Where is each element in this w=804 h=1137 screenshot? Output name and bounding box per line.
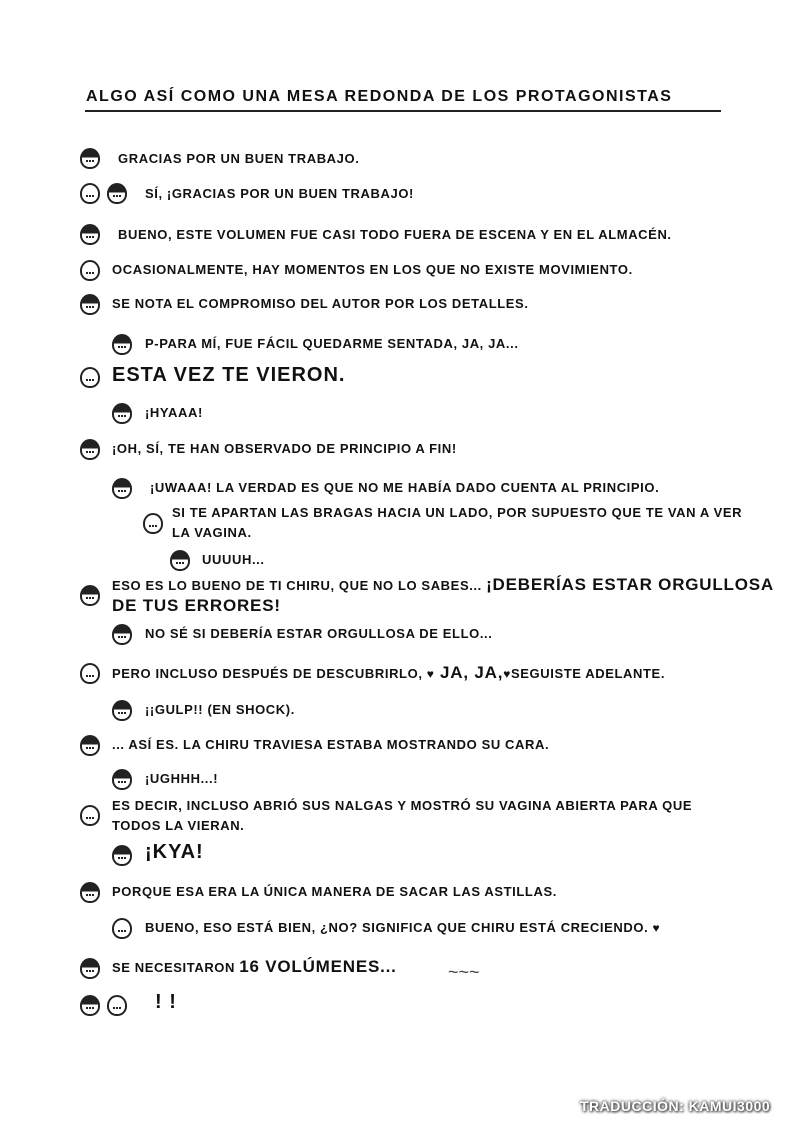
dialogue-line bbox=[145, 842, 204, 864]
dialogue-text: ES DECIR, INCLUSO ABRIÓ SUS NALGAS Y MOSTRÓ SU VAGINA ABIERTA PARA QUE bbox=[112, 798, 693, 813]
character-face-icon bbox=[80, 663, 100, 684]
dialogue-text: ¡UWAAA! LA VERDAD ES QUE NO ME HABÍA DADO CUENTA AL PRINCIPIO. bbox=[150, 480, 660, 495]
character-face-icon bbox=[112, 403, 132, 424]
character-face-icon bbox=[80, 995, 100, 1016]
dialogue-line bbox=[112, 957, 397, 978]
dialogue-text: LA VAGINA. bbox=[172, 525, 252, 540]
dialogue-text: SE NECESITARON bbox=[112, 960, 240, 975]
character-face-icon bbox=[80, 958, 100, 979]
dialogue-text: 16 VOLÚMENES... bbox=[239, 957, 397, 976]
character-face-icon bbox=[80, 224, 100, 245]
dialogue-line bbox=[155, 992, 177, 1014]
character-face-icon bbox=[80, 148, 100, 169]
character-face-icon bbox=[80, 882, 100, 903]
dialogue-line bbox=[112, 439, 457, 459]
dialogue-text: BUENO, ESO ESTÁ BIEN, ¿NO? SIGNIFICA QUE CHIRU ESTÁ CRECIENDO. bbox=[145, 920, 653, 935]
dialogue-line bbox=[112, 796, 692, 836]
heart-icon: ♥ bbox=[426, 667, 435, 681]
dialogue-text: ¡UGHHH...! bbox=[145, 771, 219, 786]
dialogue-line bbox=[118, 149, 359, 169]
dialogue-line bbox=[112, 663, 665, 684]
dialogue-text: UUUUH... bbox=[202, 552, 265, 567]
dialogue-text: SEGUISTE ADELANTE. bbox=[510, 666, 666, 681]
character-face-icon bbox=[80, 805, 100, 826]
character-face-icon bbox=[112, 845, 132, 866]
character-face-icon bbox=[80, 585, 100, 606]
dialogue-line bbox=[145, 184, 414, 204]
dialogue-text: ¡¡GULP!! (EN SHOCK). bbox=[145, 702, 295, 717]
dialogue-text: ESTA VEZ TE VIERON. bbox=[112, 364, 346, 386]
character-face-icon bbox=[80, 183, 100, 204]
dialogue-line bbox=[172, 503, 742, 543]
character-face-icon bbox=[80, 367, 100, 388]
dialogue-text: ¡KYA! bbox=[145, 841, 204, 863]
dialogue-line bbox=[145, 700, 295, 720]
dialogue-text: SI TE APARTAN LAS BRAGAS HACIA UN LADO, POR SUPUESTO QUE TE VAN A VER bbox=[172, 505, 743, 520]
sfx-squiggle: ~~~ bbox=[448, 962, 480, 982]
dialogue-text: DE TUS ERRORES! bbox=[112, 596, 281, 615]
dialogue-line bbox=[112, 575, 774, 617]
dialogue-line bbox=[145, 624, 492, 644]
dialogue-line bbox=[145, 403, 203, 423]
dialogue-line bbox=[112, 260, 633, 280]
character-face-icon bbox=[143, 513, 163, 534]
dialogue-line bbox=[202, 550, 265, 570]
dialogue-text: OCASIONALMENTE, HAY MOMENTOS EN LOS QUE NO EXISTE MOVIMIENTO. bbox=[112, 262, 633, 277]
dialogue-text: P-PARA MÍ, FUE FÁCIL QUEDARME SENTADA, JA, JA... bbox=[145, 336, 519, 351]
dialogue-text: SÍ, ¡GRACIAS POR UN BUEN TRABAJO! bbox=[145, 186, 414, 201]
dialogue-text: PORQUE ESA ERA LA ÚNICA MANERA DE SACAR LAS ASTILLAS. bbox=[112, 884, 557, 899]
character-face-icon bbox=[80, 735, 100, 756]
character-face-icon bbox=[112, 918, 132, 939]
dialogue-line bbox=[112, 294, 529, 314]
translator-credit: TRADUCCIÓN: KAMUI3000 bbox=[580, 1098, 771, 1114]
dialogue-text: JA, JA, bbox=[434, 663, 504, 682]
dialogue-line bbox=[112, 882, 557, 902]
dialogue-line bbox=[118, 225, 672, 245]
character-face-icon bbox=[112, 700, 132, 721]
dialogue-text: ESO ES LO BUENO DE TI CHIRU, QUE NO LO SABES... bbox=[112, 578, 487, 593]
dialogue-line bbox=[145, 918, 660, 938]
dialogue-text: PERO INCLUSO DESPUÉS DE DESCUBRIRLO, bbox=[112, 666, 427, 681]
heart-icon: ♥ bbox=[503, 667, 511, 681]
dialogue-text: ! ! bbox=[155, 991, 177, 1013]
page-title: ALGO ASÍ COMO UNA MESA REDONDA DE LOS PROTAGONISTAS bbox=[86, 88, 673, 105]
dialogue-text: TODOS LA VIERAN. bbox=[112, 818, 245, 833]
dialogue-line bbox=[150, 478, 659, 498]
character-face-icon bbox=[112, 478, 132, 499]
dialogue-text: ¡HYAAA! bbox=[145, 405, 203, 420]
dialogue-text: NO SÉ SI DEBERÍA ESTAR ORGULLOSA DE ELLO... bbox=[145, 626, 493, 641]
character-face-icon bbox=[107, 995, 127, 1016]
dialogue-text: ¡DEBERÍAS ESTAR ORGULLOSA bbox=[486, 575, 774, 594]
dialogue-line bbox=[112, 365, 345, 387]
character-face-icon bbox=[80, 439, 100, 460]
dialogue-text: SE NOTA EL COMPROMISO DEL AUTOR POR LOS DETALLES. bbox=[112, 296, 529, 311]
heart-icon: ♥ bbox=[652, 921, 661, 935]
title-underline bbox=[85, 110, 721, 112]
character-face-icon bbox=[112, 624, 132, 645]
character-face-icon bbox=[170, 550, 190, 571]
character-face-icon bbox=[107, 183, 127, 204]
character-face-icon bbox=[80, 260, 100, 281]
dialogue-text: GRACIAS POR UN BUEN TRABAJO. bbox=[118, 151, 360, 166]
character-face-icon bbox=[112, 769, 132, 790]
dialogue-line bbox=[112, 735, 549, 755]
dialogue-text: ... ASÍ ES. LA CHIRU TRAVIESA ESTABA MOSTRANDO SU CARA. bbox=[112, 737, 550, 752]
dialogue-text: ¡OH, SÍ, TE HAN OBSERVADO DE PRINCIPIO A FIN! bbox=[112, 441, 457, 456]
dialogue-line bbox=[145, 334, 519, 354]
dialogue-text: BUENO, ESTE VOLUMEN FUE CASI TODO FUERA DE ESCENA Y EN EL ALMACÉN. bbox=[118, 227, 672, 242]
character-face-icon bbox=[80, 294, 100, 315]
dialogue-line bbox=[145, 769, 218, 789]
character-face-icon bbox=[112, 334, 132, 355]
